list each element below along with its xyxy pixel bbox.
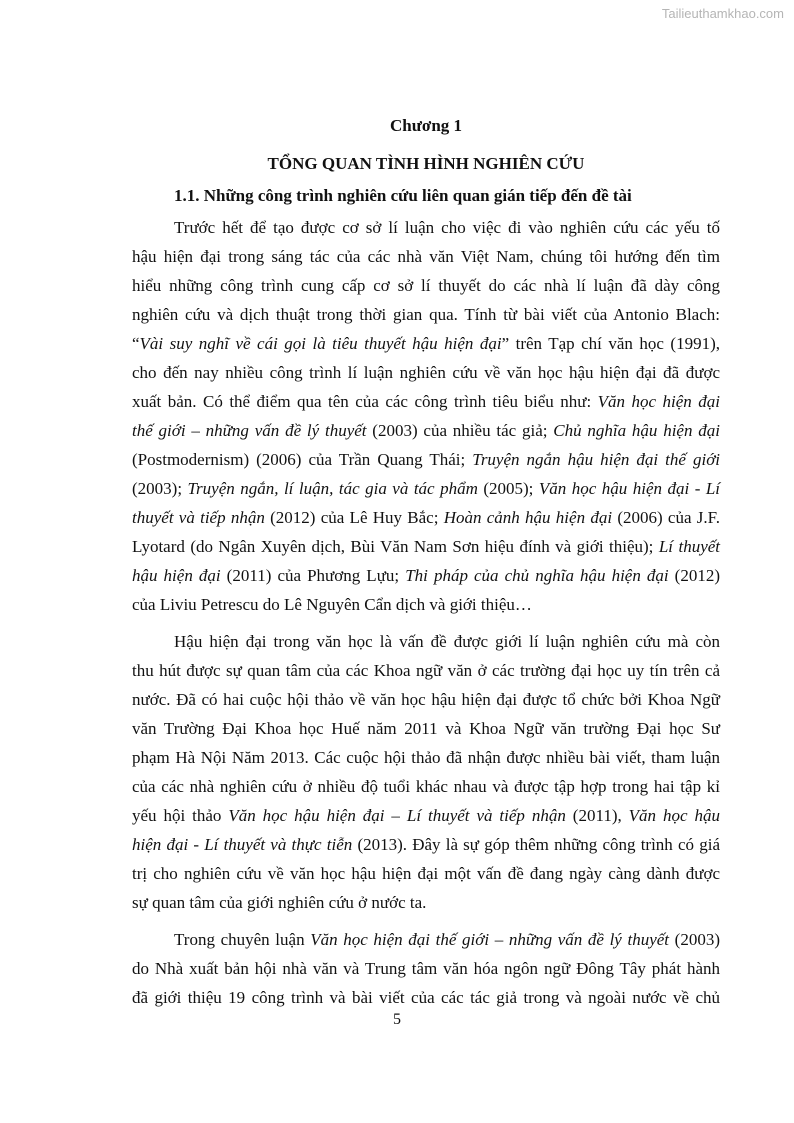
italic-title: Chủ nghĩa hậu hiện đại xyxy=(553,421,720,440)
document-page xyxy=(132,115,720,1020)
italic-title: Thi pháp của chủ nghĩa hậu hiện đại xyxy=(405,566,669,585)
paragraph-line: do Nhà xuất bản hội nhà văn và Trung tâm văn hóa ngôn ngữ Đông Tây phát hành xyxy=(132,959,720,978)
section-heading: 1.1. Những công trình nghiên cứu liên quan gián tiếp đến đề tài xyxy=(174,186,632,205)
paragraph-1 xyxy=(132,213,720,619)
paragraph-line: hiểu những công trình cung cấp cơ sở lí thuyết do các nhà lí luận đã dày công xyxy=(132,276,720,295)
paragraph-line: đã giới thiệu 19 công trình và bài viết của các tác giả trong và ngoài nước về chủ xyxy=(132,988,720,1007)
paragraph-line: văn Trường Đại Khoa học Huế năm 2011 và Khoa Ngữ văn trường Đại học Sư xyxy=(132,719,720,738)
paragraph-line: nước. Đã có hai cuộc hội thảo về văn học hậu hiện đại được tổ chức bởi Khoa Ngữ xyxy=(132,690,720,709)
italic-title: Văn học hậu xyxy=(628,806,720,825)
paragraph-line: (2003); Truyện ngắn, lí luận, tác gia và tác phẩm (2005); Văn học hậu hiện đại - Lí xyxy=(132,479,721,498)
italic-title: Văn học hậu hiện đại - Lí xyxy=(538,479,721,498)
paragraph-line: thuyết và tiếp nhận (2012) của Lê Huy Bắc; Hoàn cảnh hậu hiện đại (2006) của J.F. xyxy=(132,508,720,527)
paragraph-line: của các nhà nghiên cứu ở nhiều độ tuổi khác nhau và được tập hợp trong hai tập kỉ xyxy=(132,777,720,796)
italic-title: Vài suy nghĩ về cái gọi là tiêu thuyết hậu hiện đại xyxy=(139,334,502,353)
paragraph-2 xyxy=(132,627,720,917)
paragraph-line: hậu hiện đại trong sáng tác của các nhà văn Việt Nam, chúng tôi hướng đến tìm xyxy=(132,247,720,266)
paragraph-line: hiện đại - Lí thuyết và thực tiễn (2013). Đây là sự góp thêm những công trình có giá xyxy=(132,835,720,854)
paragraph-line: của Liviu Petrescu do Lê Nguyên Cẩn dịch và giới thiệu… xyxy=(132,595,532,614)
paragraph-line: xuất bản. Có thể điểm qua tên của các công trình tiêu biểu như: Văn học hiện đại xyxy=(132,392,720,411)
paragraph-line: cho đến nay nhiều công trình lí luận nghiên cứu về văn học hậu hiện đại đã được xyxy=(132,363,720,382)
paragraph-line: phạm Hà Nội Năm 2013. Các cuộc hội thảo đã nhận được nhiều bài viết, tham luận xyxy=(132,748,720,767)
paragraph-3 xyxy=(132,925,720,1012)
page-number: 5 xyxy=(393,1011,401,1028)
italic-title: Lí thuyết xyxy=(658,537,721,556)
italic-title: thế giới – những vấn đề lý thuyết xyxy=(132,421,367,440)
paragraph-line: Hậu hiện đại trong văn học là vấn đề được giới lí luận nghiên cứu mà còn xyxy=(174,632,720,651)
italic-title: thuyết và tiếp nhận xyxy=(132,508,265,527)
paragraph-line: Trước hết để tạo được cơ sở lí luận cho việc đi vào nghiên cứu các yếu tố xyxy=(174,218,720,237)
paragraph-line: thế giới – những vấn đề lý thuyết (2003) của nhiều tác giả; Chủ nghĩa hậu hiện đại xyxy=(132,421,720,440)
paragraph-line: sự quan tâm của giới nghiên cứu ở nước ta. xyxy=(132,893,427,912)
paragraph-line: (Postmodernism) (2006) của Trần Quang Thái; Truyện ngắn hậu hiện đại thế giới xyxy=(132,450,720,469)
italic-title: Văn học hiện đại thế giới – những vấn đề lý thuyết xyxy=(310,930,670,949)
paragraph-line: nghiên cứu và dịch thuật trong thời gian qua. Tính từ bài viết của Antonio Blach: xyxy=(132,305,720,324)
paragraph-line: trị cho nghiên cứu về văn học hậu hiện đại một vấn đề đang ngày càng dành được xyxy=(132,864,720,883)
italic-title: hiện đại - Lí thuyết và thực tiễn xyxy=(132,835,353,854)
paragraph-line: yếu hội thảo Văn học hậu hiện đại – Lí thuyết và tiếp nhận (2011), Văn học hậu xyxy=(132,806,720,825)
watermark: Tailieuthamkhao.com xyxy=(661,6,784,21)
paragraph-line: thu hút được sự quan tâm của các Khoa ngữ văn ở các trường đại học uy tín trên cả xyxy=(132,661,720,680)
italic-title: Truyện ngắn hậu hiện đại thế giới xyxy=(472,450,720,469)
italic-title: Hoàn cảnh hậu hiện đại xyxy=(443,508,613,527)
paragraph-line: Trong chuyên luận Văn học hiện đại thế giới – những vấn đề lý thuyết (2003) xyxy=(174,930,720,949)
italic-title: Văn học hậu hiện đại – Lí thuyết và tiếp nhận xyxy=(228,806,566,825)
chapter-label: Chương 1 xyxy=(389,116,463,135)
italic-title: hậu hiện đại xyxy=(132,566,221,585)
paragraph-line: Lyotard (do Ngân Xuyên dịch, Bùi Văn Nam Sơn hiệu đính và giới thiệu); Lí thuyết xyxy=(132,537,721,556)
italic-title: Văn học hiện đại xyxy=(597,392,720,411)
chapter-title: TỔNG QUAN TÌNH HÌNH NGHIÊN CỨU xyxy=(267,154,585,173)
paragraph-line: “Vài suy nghĩ về cái gọi là tiêu thuyết hậu hiện đại” trên Tạp chí văn học (1991), xyxy=(132,334,720,353)
italic-title: Truyện ngắn, lí luận, tác gia và tác phẩm xyxy=(187,479,478,498)
paragraph-line: hậu hiện đại (2011) của Phương Lựu; Thi pháp của chủ nghĩa hậu hiện đại (2012) xyxy=(132,566,721,585)
